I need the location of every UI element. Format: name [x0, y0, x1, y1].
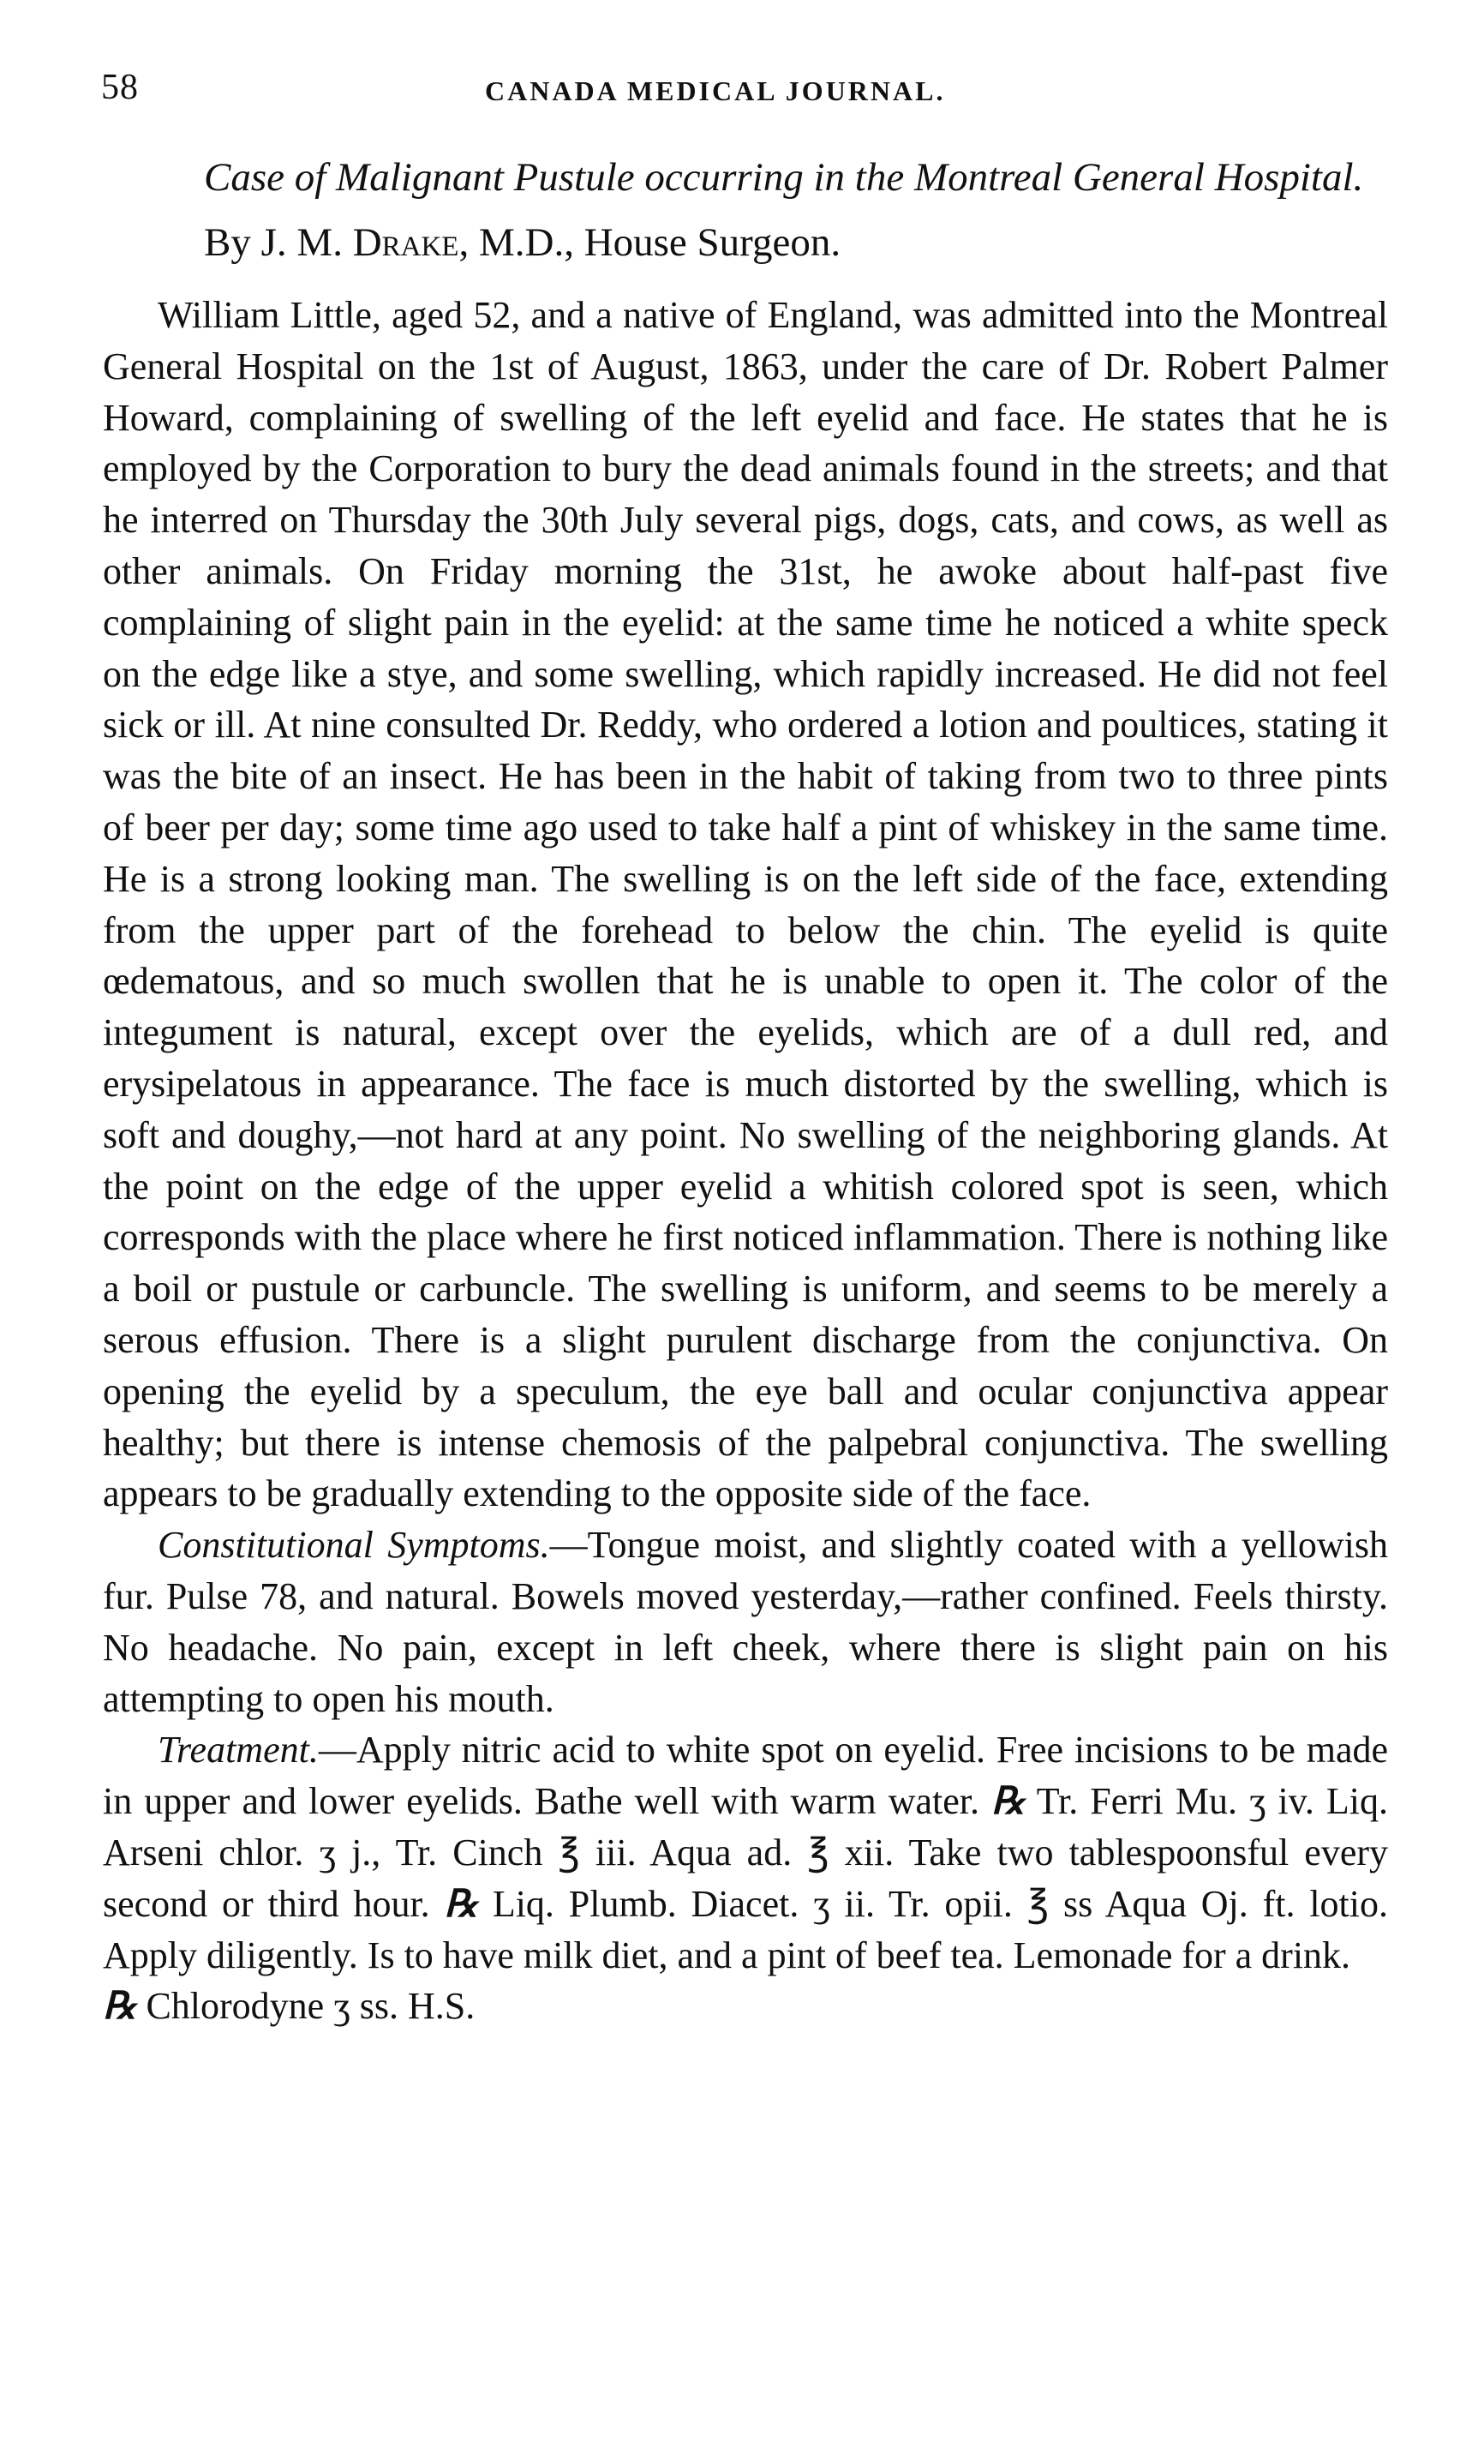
constitutional-symptoms-text: —Tongue moist, and slightly coated with a yellowish fur. Pulse 78, and natural. Bowels moved yesterday,—rather confined. Feels thirsty. No headache. No pain, except in left cheek, where there is slight pain on his attempting to open his mouth. — [103, 1524, 1388, 1720]
byline — [204, 219, 841, 266]
article-title: Case of Malignant Pustule occurring in the Montreal General Hospital. — [204, 155, 1364, 200]
page-number: 58 — [101, 68, 139, 107]
prescription-symbol-3: ℞ — [103, 1985, 137, 2028]
prescription-3-text: Chlorodyne ʒ ss. H.S. — [146, 1985, 476, 2028]
constitutional-symptoms-paragraph — [103, 1520, 1388, 1724]
running-title: CANADA MEDICAL JOURNAL. — [485, 75, 946, 106]
byline-prefix: By — [204, 220, 251, 265]
prescription-symbol-1: ℞ — [991, 1780, 1026, 1823]
prescription-symbol-2: ℞ — [444, 1882, 478, 1925]
case-history-paragraph: William Little, aged 52, and a native of England, was admitted into the Montreal General Hospital on the 1st of August, 1863, under the care of Dr. Robert Palmer Howard, complaining of swelling of the left eyelid and face. He states that he is employed by the Corporation to bury the dead animals found in the streets; and that he interred on Thursday the 30th July several pigs, dogs, cats, and cows, as well as other animals. On Friday morning the 31st, he awoke about half-past five complaining of slight pain in the eyelid: at the same time he noticed a white speck on the edge like a stye, and some swelling, which rapidly increased. He did not feel sick or ill. At nine consulted Dr. Reddy, who ordered a lotion and poultices, stating it was the bite of an insect. He has been in the habit of taking from two to three pints of beer per day; some time ago used to take half a pint of whiskey in the same time. He is a strong looking man. The swelling is on the left side of the face, extending from the upper part of the forehead to below the chin. The eyelid is quite œdematous, and so much swollen that he is unable to open it. The color of the integument is natural, except over the eyelids, which are of a dull red, and erysipelatous in appearance. The face is much distorted by the swelling, which is soft and doughy,—not hard at any point. No swelling of the neighboring glands. At the point on the edge of the upper eyelid a whitish colored spot is seen, which corresponds with the place where he first noticed inflammation. There is nothing like a boil or pustule or carbuncle. The swelling is uniform, and seems to be merely a serous effusion. There is a slight purulent discharge from the conjunctiva. On opening the eyelid by a speculum, the eye ball and ocular conjunctiva appear healthy; but there is intense chemosis of the palpebral conjunctiva. The swelling appears to be gradually extending to the opposite side of the face. — [103, 294, 1388, 1515]
treatment-text-a: —Apply nitric acid to white spot on eyelid. Free incisions to be made in upper and lower eyelids. Bathe well with warm water. — [103, 1729, 1388, 1823]
treatment-paragraph — [103, 1724, 1388, 2032]
treatment-heading: Treatment. — [158, 1729, 319, 1772]
author-name: J. M. Drake, M.D., — [260, 220, 574, 265]
constitutional-symptoms-heading: Constitutional Symptoms. — [158, 1524, 550, 1567]
prescription-1-text: Tr. Ferri Mu. ʒ iv. Liq. Arseni chlor. ʒ j., Tr. Cinch ℥ iii. Aqua ad. ℥ xii. Take two tablespoonsful every second or third hour. — [103, 1780, 1388, 1925]
prescription-2-text: Liq. Plumb. Diacet. ʒ ii. Tr. opii. ℥ ss Aqua Oj. ft. lotio. Apply diligently. Is to have milk diet, and a pint of beef tea. Lemonade for a drink. — [103, 1882, 1388, 1976]
page-header — [101, 67, 1403, 127]
article-body — [103, 290, 1388, 2032]
author-role: House Surgeon. — [583, 220, 841, 265]
